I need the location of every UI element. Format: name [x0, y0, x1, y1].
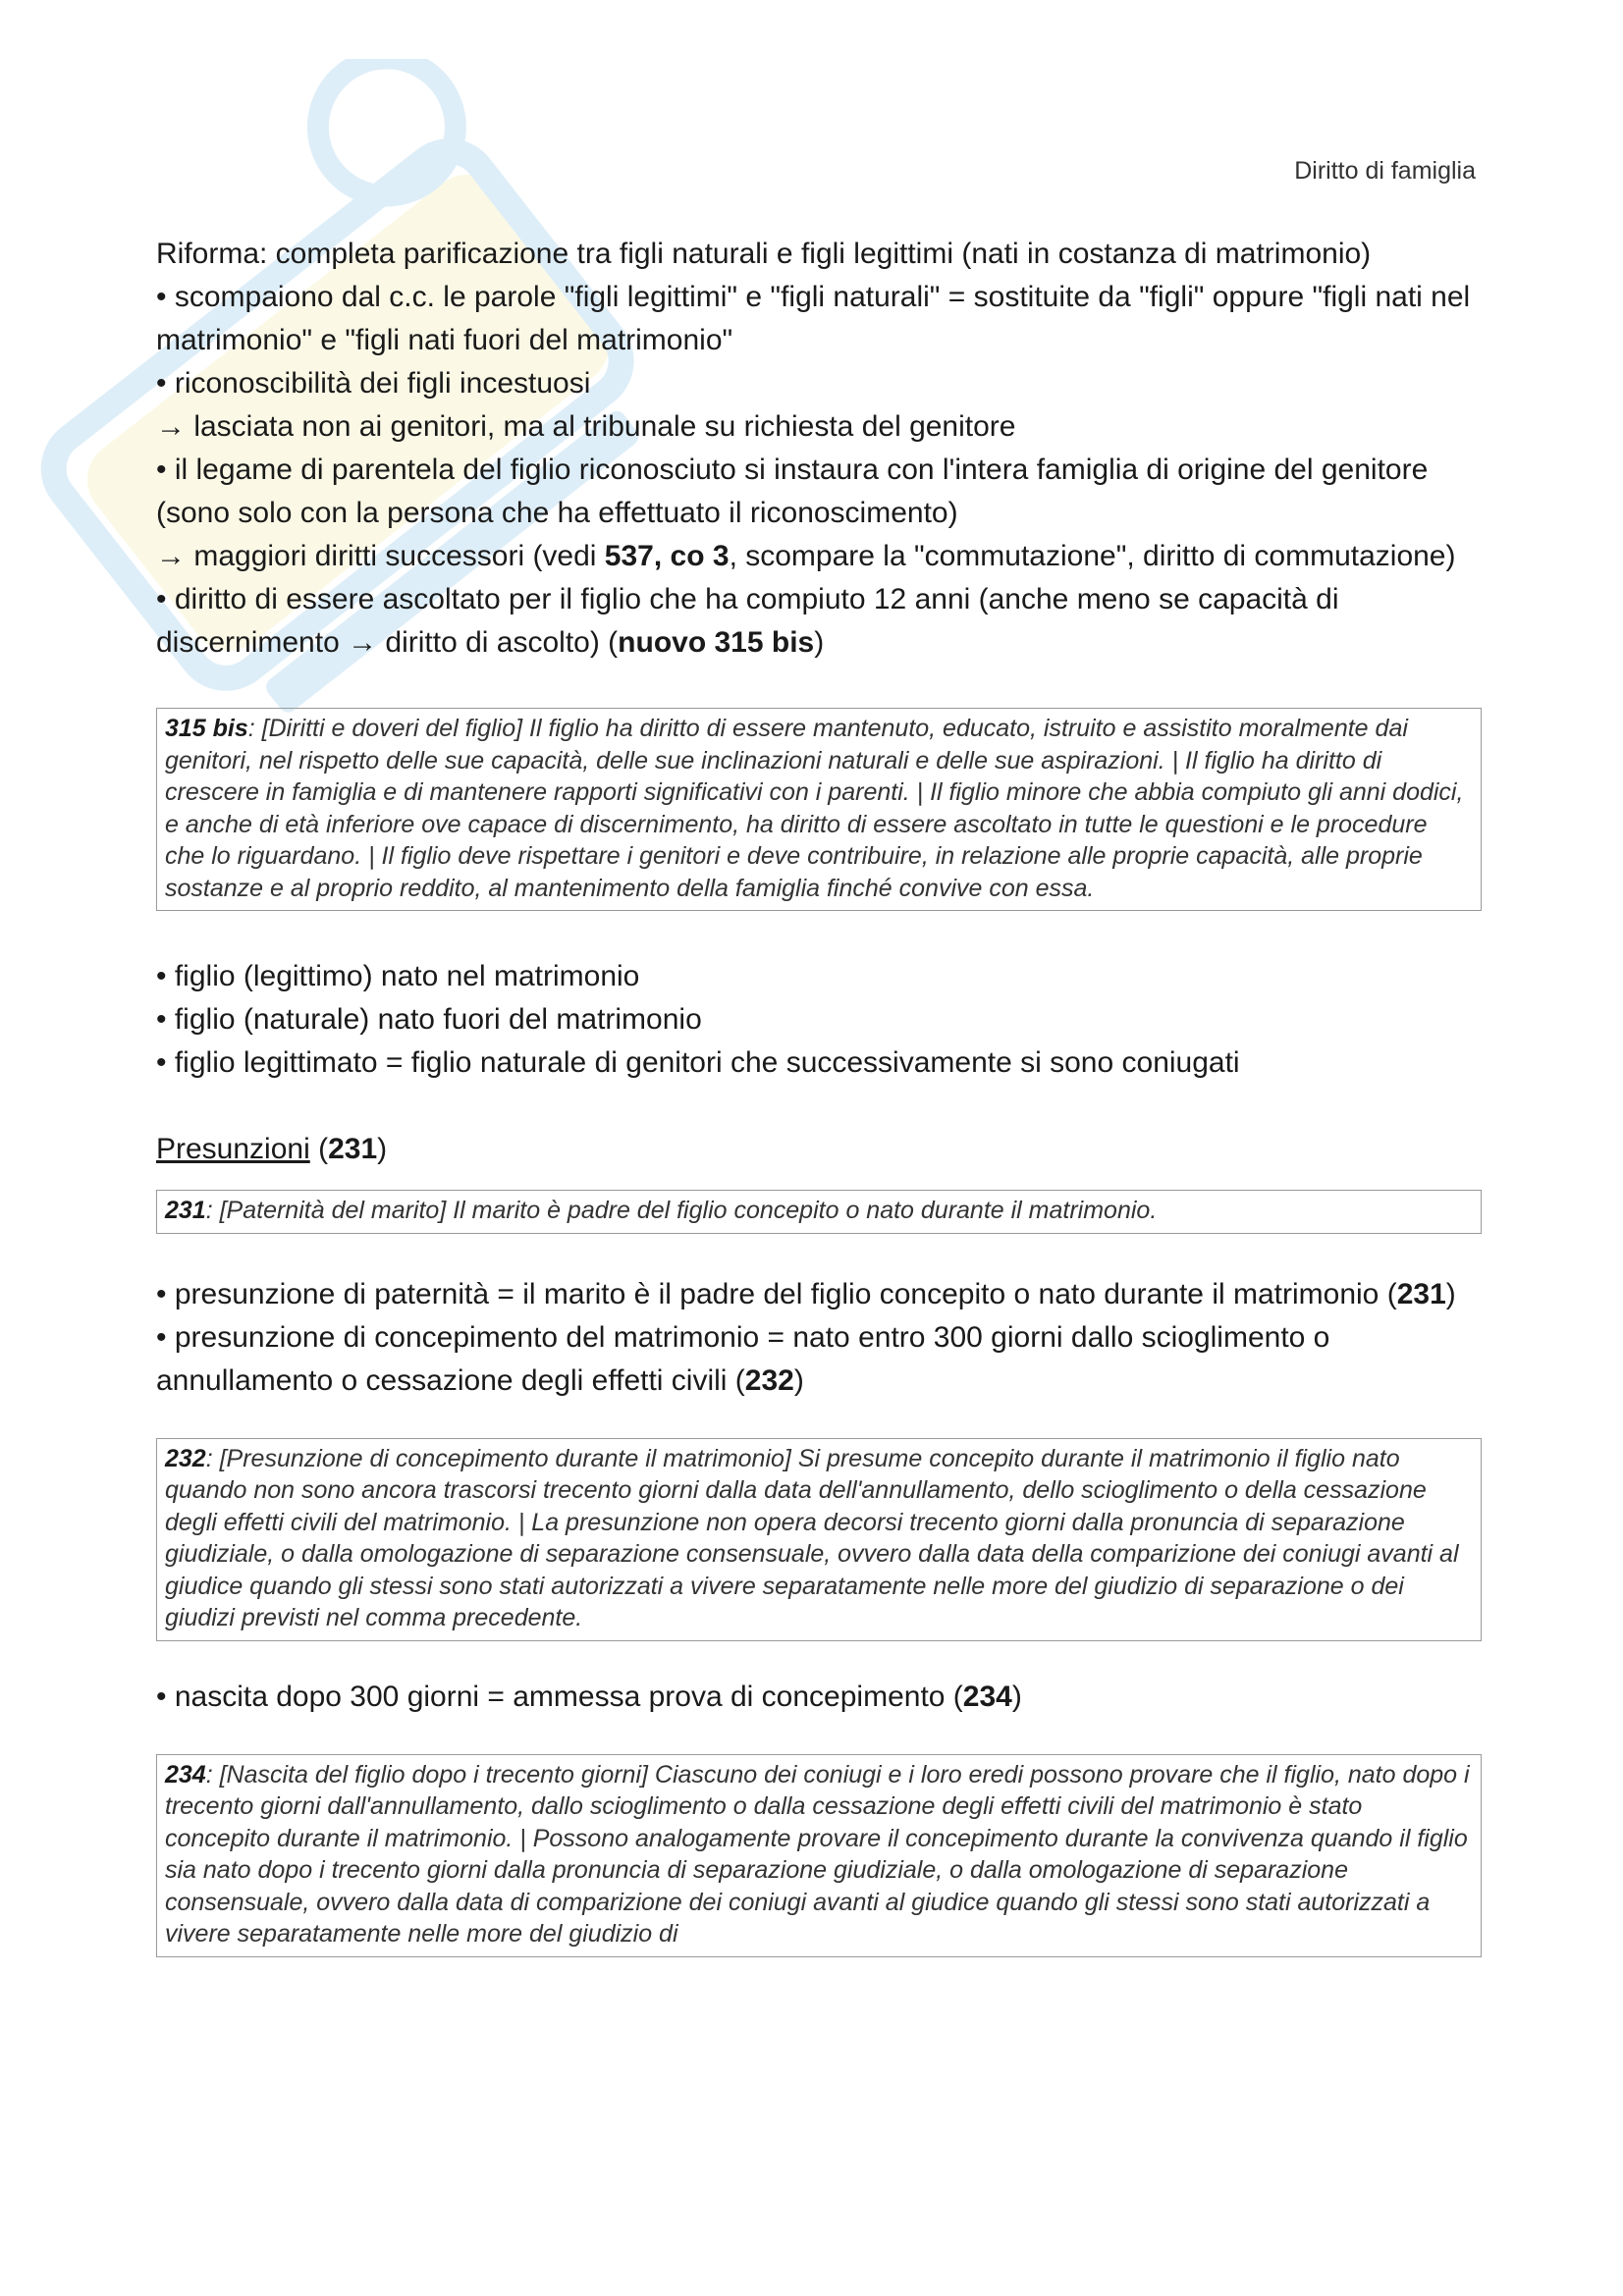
- article-ref: nuovo 315 bis: [618, 626, 815, 659]
- quote-text: : [Diritti e doveri del figlio] Il figlio ha diritto di essere mantenuto, educato, istruito e assistito moralmente dai genitori, nel rispetto delle sue capacità, delle sue inclinazioni naturali e delle sue aspirazioni. | Il figlio ha diritto di crescere in famiglia e di mantenere rapporti significativi con i parenti. | Il figlio minore che abbia compiuto gli anni dodici, e anche di età inferiore ove capace di discernimento, ha diritto di essere ascoltato in tutte le questioni e le procedure che lo riguardano. | Il figlio deve rispettare i genitori e deve contribuire, in relazione alle proprie capacità, alle proprie sostanze e al proprio reddito, al mantenimento della famiglia finché convive con essa.: [165, 715, 1464, 902]
- bullet-naturale: • figlio (naturale) nato fuori del matrimonio: [156, 1003, 702, 1036]
- bullet-presunzione-concepimento: • presunzione di concepimento del matrimonio = nato entro 300 giorni dallo scioglimento o annullamento o cessazione degli effetti civili (232): [156, 1320, 1330, 1397]
- quote-ref: 234: [165, 1760, 206, 1789]
- quote-box-315bis: [156, 708, 1482, 911]
- arrow-tribunale: → lasciata non ai genitori, ma al tribunale su richiesta del genitore: [156, 410, 1016, 443]
- document-body: [156, 233, 1482, 1957]
- article-ref: 537, co 3: [604, 540, 730, 572]
- page-header: Diritto di famiglia: [1294, 157, 1476, 185]
- quote-ref: 232: [165, 1444, 206, 1472]
- quote-ref: 315 bis: [165, 715, 248, 742]
- bullet-nascita-300: • nascita dopo 300 giorni = ammessa prova di concepimento (234): [156, 1680, 1022, 1713]
- bullet-ascolto: • diritto di essere ascoltato per il figlio che ha compiuto 12 anni (anche meno se capacità di discernimento → diritto di ascolto) (nuovo 315 bis): [156, 583, 1339, 659]
- bullet-incestuosi: • riconoscibilità dei figli incestuosi: [156, 367, 591, 400]
- arrow-successori: → maggiori diritti successori (vedi 537, co 3, scompare la "commutazione", diritto di commutazione): [156, 540, 1456, 572]
- bullet-parole: • scompaiono dal c.c. le parole "figli legittimi" e "figli naturali" = sostituite da "figli" oppure "figli nati nel matrimonio" e "figli nati fuori del matrimonio": [156, 281, 1471, 356]
- bullet-legittimo: • figlio (legittimo) nato nel matrimonio: [156, 960, 640, 992]
- quote-text: : [Presunzione di concepimento durante il matrimonio] Si presume concepito durante il matrimonio il figlio nato quando non sono ancora trascorsi trecento giorni dalla data dell'annullamento, dello scioglimento o della cessazione degli effetti civili del matrimonio. | La presunzione non opera decorsi trecento giorni dalla pronuncia di separazione giudiziale, o dalla omologazione di separazione consensuale, ovvero dalla data della comparizione dei coniugi avanti al giudice quando gli stessi sono stati autorizzati a vivere separatamente nelle more del giudizio di separazione o dei giudizi previsti nel comma precedente.: [165, 1444, 1459, 1631]
- bullet-legittimato: • figlio legittimato = figlio naturale di genitori che successivamente si sono coniugati: [156, 1046, 1240, 1079]
- quote-ref: 231: [165, 1197, 206, 1224]
- quote-box-231: [156, 1190, 1482, 1234]
- bullet-presunzione-paternita: • presunzione di paternità = il marito è il padre del figlio concepito o nato durante il matrimonio (231): [156, 1277, 1456, 1310]
- quote-box-232: [156, 1438, 1482, 1641]
- quote-box-234: [156, 1754, 1482, 1957]
- riforma-paragraph: Riforma: completa parificazione tra figli naturali e figli legittimi (nati in costanza di matrimonio): [156, 238, 1372, 270]
- quote-text: : [Nascita del figlio dopo i trecento giorni] Ciascuno dei coniugi e i loro eredi possono provare che il figlio, nato dopo i trecento giorni dall'annullamento, dallo scioglimento o dalla cessazione degli effetti civili del matrimonio è stato concepito durante il matrimonio. | Possono analogamente provare il concepimento durante la convivenza quando il figlio sia nato dopo i trecento giorni dalla pronuncia di separazione giudiziale, o dalla omologazione di separazione consensuale, ovvero dalla data di comparizione dei coniugi avanti al giudice quando gli stessi sono stati autorizzati a vivere separatamente nelle more del giudizio di: [165, 1760, 1470, 1948]
- quote-text: : [Paternità del marito] Il marito è padre del figlio concepito o nato durante il matrimonio.: [205, 1197, 1158, 1224]
- section-heading-presunzioni: Presunzioni (231): [156, 1133, 388, 1165]
- bullet-parentela: • il legame di parentela del figlio riconosciuto si instaura con l'intera famiglia di origine del genitore (sono solo con la persona che ha effettuato il riconoscimento): [156, 454, 1429, 529]
